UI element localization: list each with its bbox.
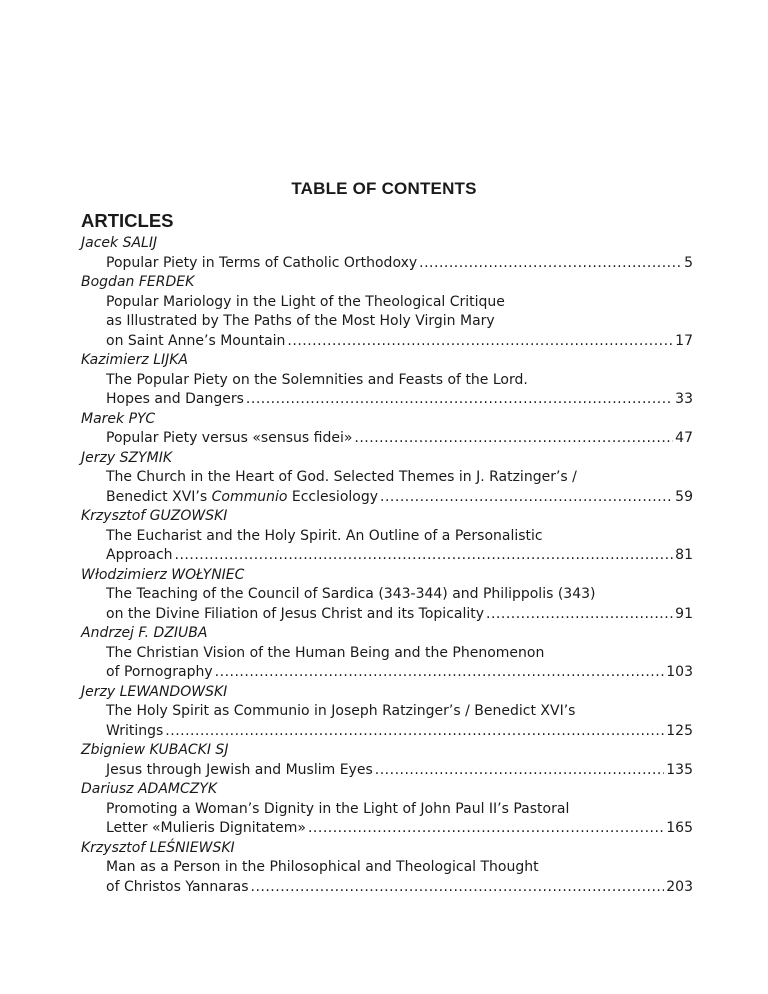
toc-page-number: 17 xyxy=(675,332,693,349)
toc-title-last-line xyxy=(106,761,693,781)
toc-leader-dots xyxy=(175,546,674,566)
toc-page-number: 5 xyxy=(684,254,693,271)
section-heading: ARTICLES xyxy=(81,210,174,231)
toc-title-last-line xyxy=(106,722,693,742)
toc-title-line: The Eucharist and the Holy Spirit. An Outline of a Personalistic xyxy=(106,527,543,544)
toc-author: Zbigniew KUBACKI SJ xyxy=(81,742,229,758)
page-title: TABLE OF CONTENTS xyxy=(291,179,477,198)
toc-page-number: 59 xyxy=(675,488,693,505)
toc-title-last-line xyxy=(106,878,693,898)
toc-title-text-post: Ecclesiology xyxy=(287,488,379,505)
toc-title-text: Jesus through Jewish and Muslim Eyes xyxy=(106,761,373,778)
toc-author: Bogdan FERDEK xyxy=(81,274,195,290)
toc-title-last-line xyxy=(106,332,693,352)
toc-leader-dots xyxy=(486,605,673,625)
toc-entry xyxy=(81,351,693,410)
toc-entry xyxy=(81,780,693,839)
toc-author: Krzysztof LEŚNIEWSKI xyxy=(81,839,235,856)
toc-leader-dots xyxy=(375,761,665,781)
toc-title-last-line xyxy=(106,429,693,449)
toc-title-last-line xyxy=(106,254,693,274)
toc-leader-dots xyxy=(246,390,673,410)
toc-title-last-line xyxy=(106,390,693,410)
toc-title-line: Promoting a Woman’s Dignity in the Light of John Paul II’s Pastoral xyxy=(106,800,570,817)
toc-page-number: 135 xyxy=(666,761,693,778)
toc-title-text: Popular Piety versus «sensus fidei» xyxy=(106,430,353,446)
toc-title-text: Letter «Mulieris Dignitatem» xyxy=(106,820,306,836)
toc-leader-dots xyxy=(251,878,665,898)
toc-page-number: 203 xyxy=(666,878,693,895)
toc-entry xyxy=(81,566,693,625)
toc-title-text-pre: Benedict XVI’s xyxy=(106,488,212,505)
toc-author: Jacek SALIJ xyxy=(81,235,158,251)
table-of-contents xyxy=(81,234,693,897)
toc-title-last-line xyxy=(106,819,693,839)
toc-title-text: Approach xyxy=(106,547,173,563)
toc-title-text: Popular Piety in Terms of Catholic Orthodoxy xyxy=(106,254,418,271)
toc-author: Krzysztof GUZOWSKI xyxy=(81,508,228,524)
toc-title-line: Man as a Person in the Philosophical and Theological Thought xyxy=(106,859,539,875)
toc-entry xyxy=(81,234,693,273)
toc-title-text: of Christos Yannaras xyxy=(106,878,249,895)
toc-page-number: 47 xyxy=(675,430,693,446)
toc-leader-dots xyxy=(380,488,673,508)
toc-page-number: 81 xyxy=(675,547,693,563)
toc-leader-dots xyxy=(419,254,682,274)
toc-title-last-line xyxy=(106,488,693,508)
toc-entry xyxy=(81,741,693,780)
toc-author: Andrzej F. DZIUBA xyxy=(81,625,208,641)
toc-author: Kazimierz LIJKA xyxy=(81,352,189,368)
toc-entry xyxy=(81,683,693,742)
toc-leader-dots xyxy=(354,429,673,449)
toc-author: Jerzy SZYMIK xyxy=(81,449,172,466)
toc-page-number: 91 xyxy=(675,605,693,622)
toc-leader-dots xyxy=(287,332,673,352)
toc-title-text: on the Divine Filiation of Jesus Christ and its Topicality xyxy=(106,605,485,622)
toc-author: Jerzy LEWANDOWSKI xyxy=(81,683,228,700)
toc-leader-dots xyxy=(308,819,664,839)
toc-title-line: Popular Mariology in the Light of the Theological Critique xyxy=(106,293,505,310)
toc-page-number: 165 xyxy=(666,820,693,836)
toc-title-line: The Christian Vision of the Human Being and the Phenomenon xyxy=(106,644,545,661)
toc-leader-dots xyxy=(215,663,665,683)
toc-title-line: The Popular Piety on the Solemnities and Feasts of the Lord. xyxy=(106,371,528,388)
toc-title-text: Writings xyxy=(106,722,164,739)
toc-author: Marek PYC xyxy=(81,410,156,427)
toc-author: Dariusz ADAMCZYK xyxy=(81,781,218,797)
toc-entry xyxy=(81,624,693,683)
toc-title-line: The Teaching of the Council of Sardica (343-344) and Philippolis (343) xyxy=(106,586,596,602)
toc-title-line: as Illustrated by The Paths of the Most Holy Virgin Mary xyxy=(106,313,495,329)
toc-entry xyxy=(81,273,693,351)
toc-title-text-emphasis: Communio xyxy=(211,488,288,505)
toc-page-number: 125 xyxy=(666,722,693,739)
toc-title-text: on Saint Anne’s Mountain xyxy=(106,332,286,349)
toc-page-number: 33 xyxy=(675,391,693,407)
toc-entry xyxy=(81,507,693,566)
toc-title-line: The Holy Spirit as Communio in Joseph Ratzinger’s / Benedict XVI’s xyxy=(106,703,576,719)
toc-entry xyxy=(81,449,693,508)
toc-title-text: Hopes and Dangers xyxy=(106,391,244,407)
toc-title-last-line xyxy=(106,605,693,625)
toc-page-number: 103 xyxy=(666,664,693,680)
toc-entry xyxy=(81,410,693,449)
toc-title-line: The Church in the Heart of God. Selected Themes in J. Ratzinger’s / xyxy=(106,469,577,485)
toc-author: Włodzimierz WOŁYNIEC xyxy=(81,566,245,583)
toc-title-last-line xyxy=(106,663,693,683)
toc-entry xyxy=(81,839,693,898)
toc-title-text: of Pornography xyxy=(106,664,213,680)
toc-title-text xyxy=(106,488,378,508)
toc-leader-dots xyxy=(165,722,664,742)
toc-title-last-line xyxy=(106,546,693,566)
